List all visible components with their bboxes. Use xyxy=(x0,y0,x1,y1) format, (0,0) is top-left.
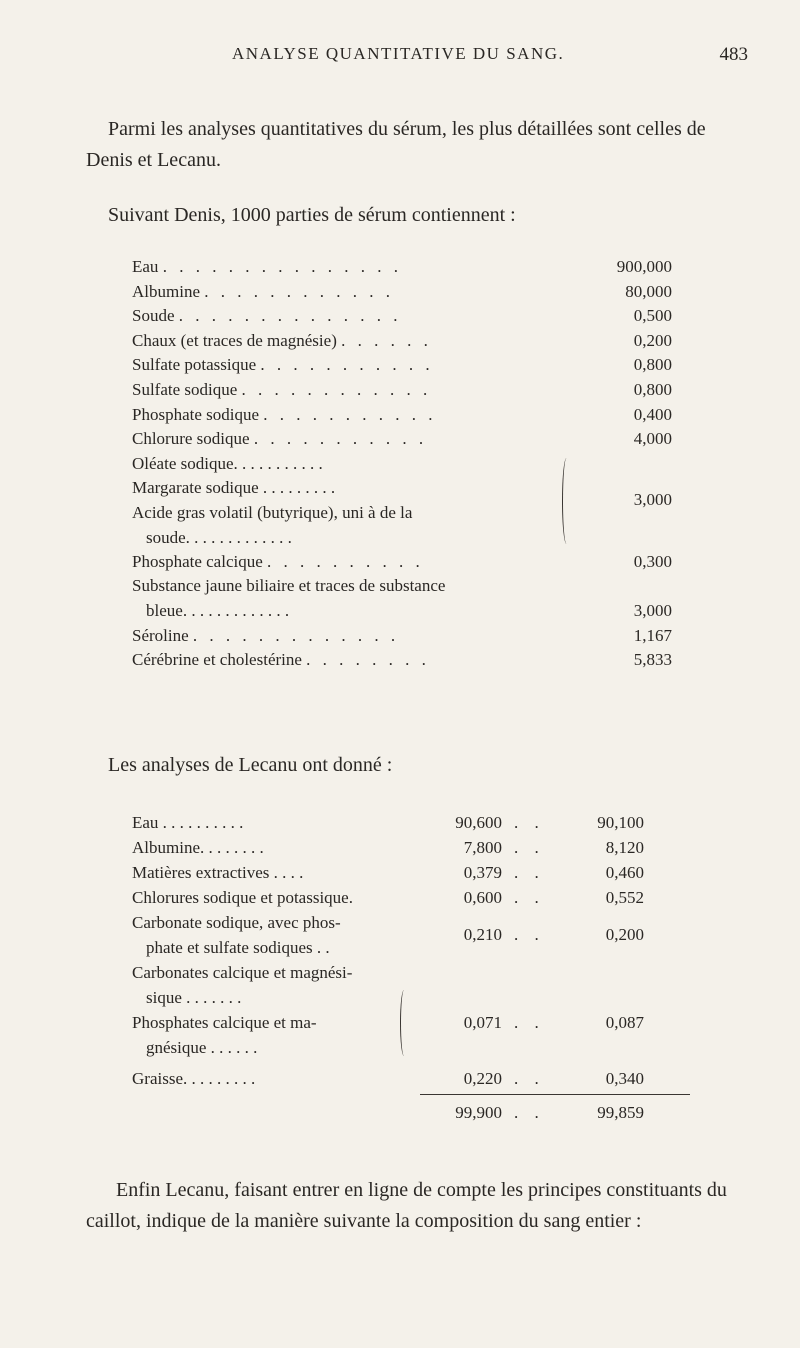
bracketed-group xyxy=(132,452,672,550)
row-value: 0,500 xyxy=(633,306,672,326)
row-label: Albumine xyxy=(132,281,200,301)
row-label: Soude xyxy=(132,306,175,326)
leader-dots: . . . . . . . . . . . xyxy=(263,404,437,424)
value-col-2: 0,460 xyxy=(605,863,644,882)
table-row xyxy=(132,810,672,835)
row-label: Carbonates calcique et magnési- xyxy=(132,963,353,982)
running-title: ANALYSE QUANTITATIVE DU SANG. xyxy=(232,44,565,63)
row-value: 0,800 xyxy=(633,355,672,375)
leader-dots: . . . . . . . . . . . . . xyxy=(192,625,400,645)
closing-paragraph: Enfin Lecanu, faisant entrer en ligne de compte les principes constituants du caillot, indique de la manière suivante la composition du sang entier : xyxy=(86,1179,727,1232)
value-col-2: 90,100 xyxy=(597,813,644,832)
row-value: 0,800 xyxy=(633,379,672,399)
group-value: 3,000 xyxy=(633,489,672,509)
value-col-2: 0,340 xyxy=(605,1069,644,1088)
leader-dots: . . xyxy=(514,888,545,907)
table-row xyxy=(132,599,672,624)
leader-dots: . . xyxy=(514,863,545,882)
row-label: phate et sulfate sodiques . . xyxy=(146,938,330,957)
table-row xyxy=(132,860,672,885)
leader-dots: . . . . . . . . . . . . . . xyxy=(178,306,402,326)
row-value: 1,167 xyxy=(633,625,672,645)
row-value: 0,200 xyxy=(633,330,672,350)
row-label: Substance jaune biliaire et traces de substance xyxy=(132,576,446,596)
group-line: Margarate sodique . . . . . . . . . xyxy=(132,478,336,498)
total-col-2: 99,859 xyxy=(597,1103,644,1122)
table-row xyxy=(132,1066,672,1091)
group-line: Acide gras volatil (butyrique), uni à de la xyxy=(132,502,413,522)
leader-dots: . . . . . . . . . . . . . . . xyxy=(162,257,402,276)
table-row xyxy=(132,550,672,575)
table-row xyxy=(132,427,672,452)
value-col-2: 0,200 xyxy=(605,925,644,944)
row-label: Matières extractives . . . . xyxy=(132,863,304,882)
row-label: bleue. . . . . . . . . . . . . xyxy=(146,600,290,620)
table-row xyxy=(132,624,672,649)
table-row xyxy=(132,648,672,673)
table-row xyxy=(132,378,672,403)
leader-dots: . . xyxy=(514,813,545,832)
total-rule xyxy=(420,1094,690,1095)
row-value: 80,000 xyxy=(625,281,672,301)
value-col-2: 0,087 xyxy=(605,1013,644,1032)
row-label: Eau xyxy=(132,257,159,276)
row-label: Chlorure sodique xyxy=(132,429,250,449)
table-row xyxy=(132,255,672,280)
leader-dots: . . xyxy=(514,1103,545,1122)
leader-dots: . . xyxy=(514,838,545,857)
row-label: Carbonate sodique, avec phos- xyxy=(132,913,341,932)
row-value: 3,000 xyxy=(633,600,672,620)
table-row xyxy=(132,329,672,354)
leader-dots: . . . . . . xyxy=(341,330,432,350)
total-row xyxy=(132,1100,672,1125)
value-col-1: 0,379 xyxy=(463,863,502,882)
leader-dots: . . . . . . . . xyxy=(306,650,430,670)
total-col-1: 99,900 xyxy=(455,1103,502,1122)
row-value: 0,400 xyxy=(633,404,672,424)
row-label: Phosphates calcique et ma- xyxy=(132,1013,317,1032)
running-head xyxy=(0,44,800,74)
row-label: Chlorures sodique et potassique. xyxy=(132,888,353,907)
lecanu-intro: Les analyses de Lecanu ont donné : xyxy=(108,754,393,776)
value-col-1: 0,220 xyxy=(463,1069,502,1088)
table-row xyxy=(132,835,672,860)
table-row xyxy=(132,353,672,378)
brace xyxy=(562,458,571,544)
table-row xyxy=(132,403,672,428)
intro-paragraph: Parmi les analyses quantitatives du sérum, les plus détaillées sont celles de Denis et Lecanu. xyxy=(86,118,706,171)
row-label: gnésique . . . . . . xyxy=(146,1038,258,1057)
row-value: 900,000 xyxy=(616,257,672,276)
row-label: Albumine. . . . . . . . xyxy=(132,838,264,857)
row-label: Cérébrine et cholestérine xyxy=(132,650,302,670)
value-col-1: 7,800 xyxy=(463,838,502,857)
leader-dots: . . xyxy=(514,1069,545,1088)
group-line: Oléate sodique. . . . . . . . . . . xyxy=(132,453,323,473)
row-label: Eau . . . . . . . . . . xyxy=(132,813,244,832)
leader-dots: . . xyxy=(514,1013,545,1032)
value-col-1: 0,071 xyxy=(463,1013,502,1032)
row-label: Phosphate calcique xyxy=(132,551,263,571)
table-row xyxy=(132,885,672,910)
row-label: sique . . . . . . . xyxy=(146,988,242,1007)
value-col-2: 8,120 xyxy=(605,838,644,857)
leader-dots: . . . . . . . . . . . . xyxy=(204,281,394,301)
value-col-1: 0,600 xyxy=(463,888,502,907)
row-label: Chaux (et traces de magnésie) xyxy=(132,330,337,350)
leader-dots: . . . . . . . . . . . xyxy=(253,429,428,449)
row-label: Sulfate potassique xyxy=(132,355,257,375)
table-row xyxy=(132,304,672,329)
brace xyxy=(400,990,408,1056)
row-label: Séroline xyxy=(132,625,189,645)
row-value: 4,000 xyxy=(633,429,672,449)
leader-dots: . . xyxy=(514,925,545,944)
row-label: Graisse. . . . . . . . . xyxy=(132,1069,256,1088)
leader-dots: . . . . . . . . . . . . xyxy=(241,379,432,399)
page-number: 483 xyxy=(719,44,748,65)
value-col-1: 0,210 xyxy=(463,925,502,944)
table-row xyxy=(132,910,672,960)
lecanu-table xyxy=(132,810,672,1091)
bracketed-group xyxy=(132,960,672,1060)
row-label: Phosphate sodique xyxy=(132,404,260,424)
table-row xyxy=(132,280,672,305)
leader-dots: . . . . . . . . . . . xyxy=(260,355,434,375)
row-label: Sulfate sodique xyxy=(132,379,238,399)
value-col-2: 0,552 xyxy=(605,888,644,907)
leader-dots: . . . . . . . . . . xyxy=(267,551,424,571)
row-value: 0,300 xyxy=(633,551,672,571)
group-line: soude. . . . . . . . . . . . . xyxy=(146,527,292,547)
denis-table xyxy=(132,255,672,673)
denis-intro: Suivant Denis, 1000 parties de sérum contiennent : xyxy=(108,204,516,226)
row-value: 5,833 xyxy=(633,650,672,670)
value-col-1: 90,600 xyxy=(455,813,502,832)
table-row xyxy=(132,574,672,599)
